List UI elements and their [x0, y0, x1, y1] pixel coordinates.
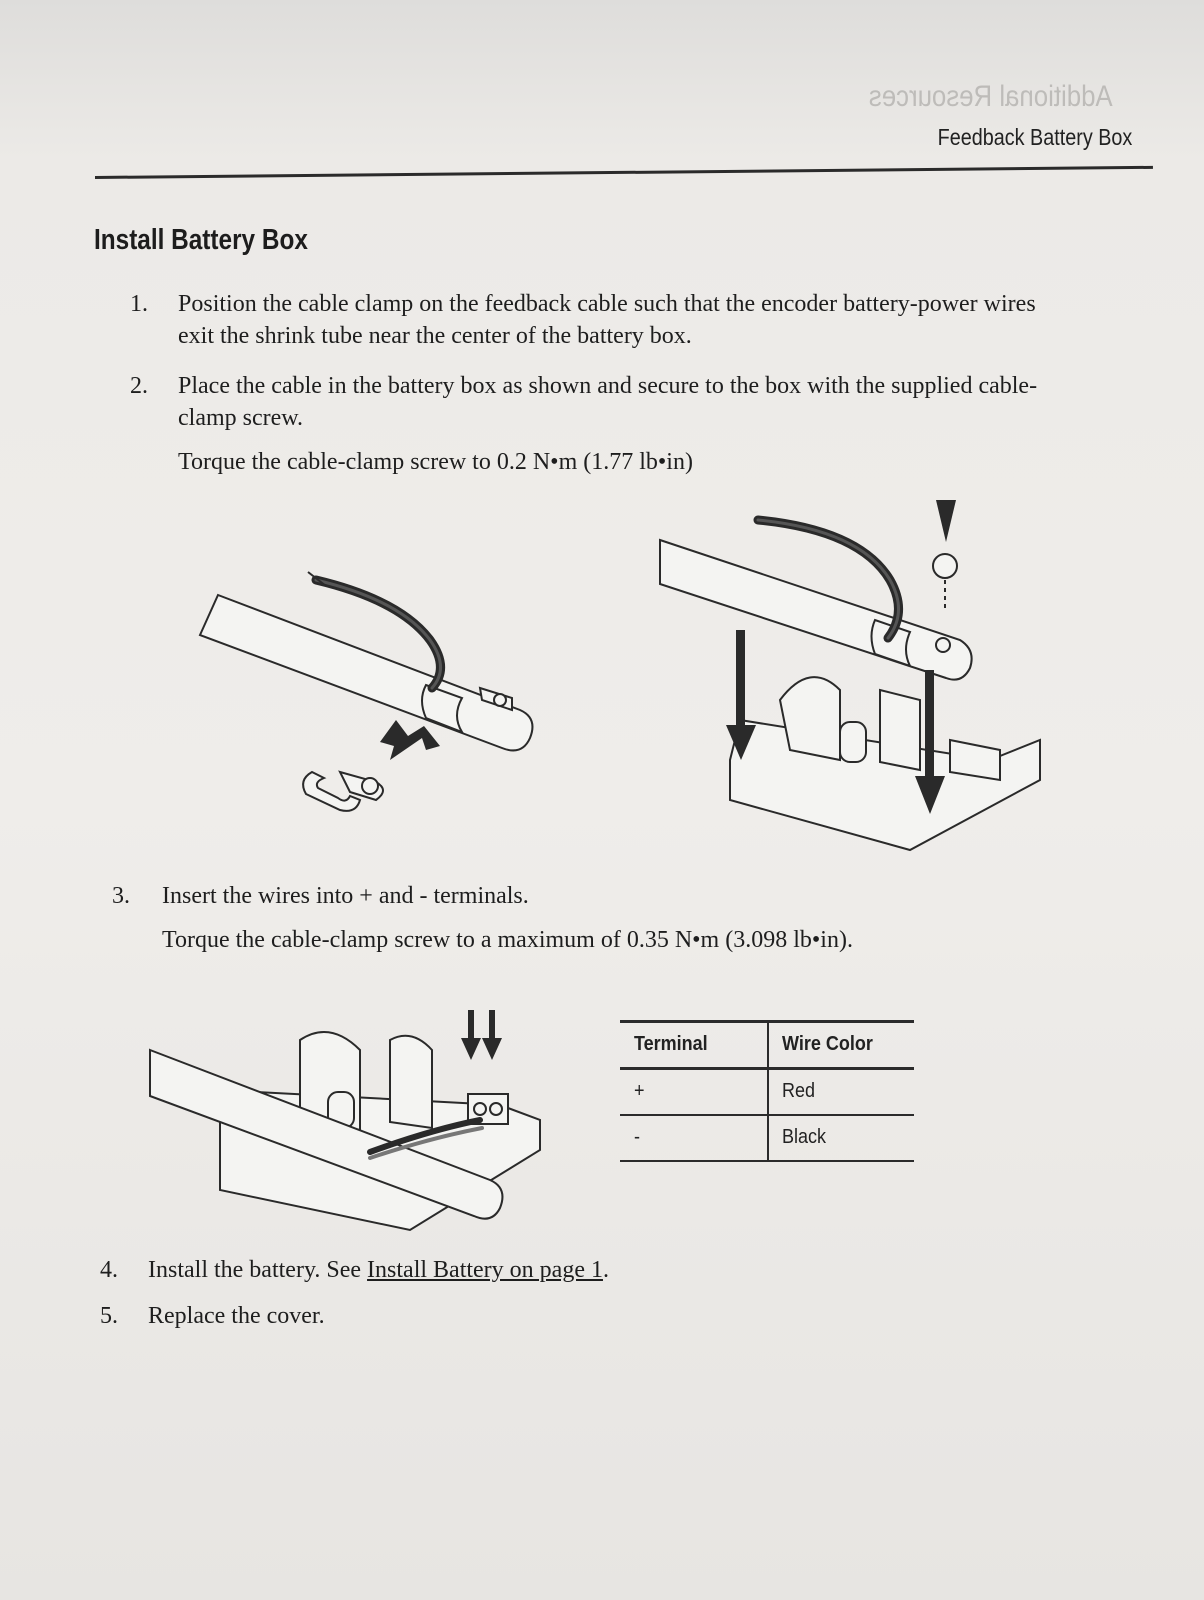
step-text-line [148, 1254, 609, 1286]
section-title: Install Battery Box [94, 224, 308, 256]
install-battery-link[interactable]: Install Battery on page 1 [367, 1257, 603, 1283]
header-rule [95, 166, 1153, 179]
step-number: 4. [100, 1257, 118, 1283]
cable-clamp-illustration [200, 560, 570, 830]
wire-color-table [620, 1020, 914, 1162]
step-text-line: clamp screw. [178, 405, 304, 431]
torque-note: Torque the cable-clamp screw to 0.2 N•m (1.77 lb•in) [178, 449, 693, 475]
step-text-line: exit the shrink tube near the center of the battery box. [178, 323, 692, 349]
torque-note: Torque the cable-clamp screw to a maximum of 0.35 N•m (3.098 lb•in). [162, 927, 853, 953]
table-row [620, 1116, 914, 1162]
step-text-line: Insert the wires into + and - terminals. [162, 883, 529, 909]
step-text-line: Replace the cover. [148, 1303, 325, 1329]
step-text: Install the battery. See [148, 1257, 368, 1283]
step-number: 1. [130, 291, 148, 317]
step-number: 3. [112, 883, 130, 909]
battery-box-illustration [660, 500, 1060, 870]
step-number: 5. [100, 1303, 118, 1329]
table-header-cell: Terminal [634, 1033, 708, 1055]
running-header: Feedback Battery Box [937, 124, 1132, 150]
step-text: . [602, 1257, 609, 1283]
mirrored-bleed-text: Additional Resources [868, 80, 1113, 113]
table-divider [767, 1070, 769, 1114]
table-cell: - [634, 1126, 641, 1148]
table-header-cell: Wire Color [782, 1033, 873, 1055]
step-number: 2. [130, 373, 148, 399]
table-cell: + [634, 1080, 645, 1102]
step-text-line: Place the cable in the battery box as shown and secure to the box with the supplied cable- [178, 373, 1038, 399]
table-divider [767, 1116, 769, 1160]
step-text-line: Position the cable clamp on the feedback cable such that the encoder battery-power wires [178, 291, 1036, 317]
terminal-wiring-illustration [150, 1010, 550, 1250]
table-cell: Black [782, 1126, 827, 1148]
table-divider [767, 1023, 769, 1067]
table-cell: Red [782, 1080, 816, 1102]
table-header-row [620, 1020, 914, 1070]
table-row [620, 1070, 914, 1116]
